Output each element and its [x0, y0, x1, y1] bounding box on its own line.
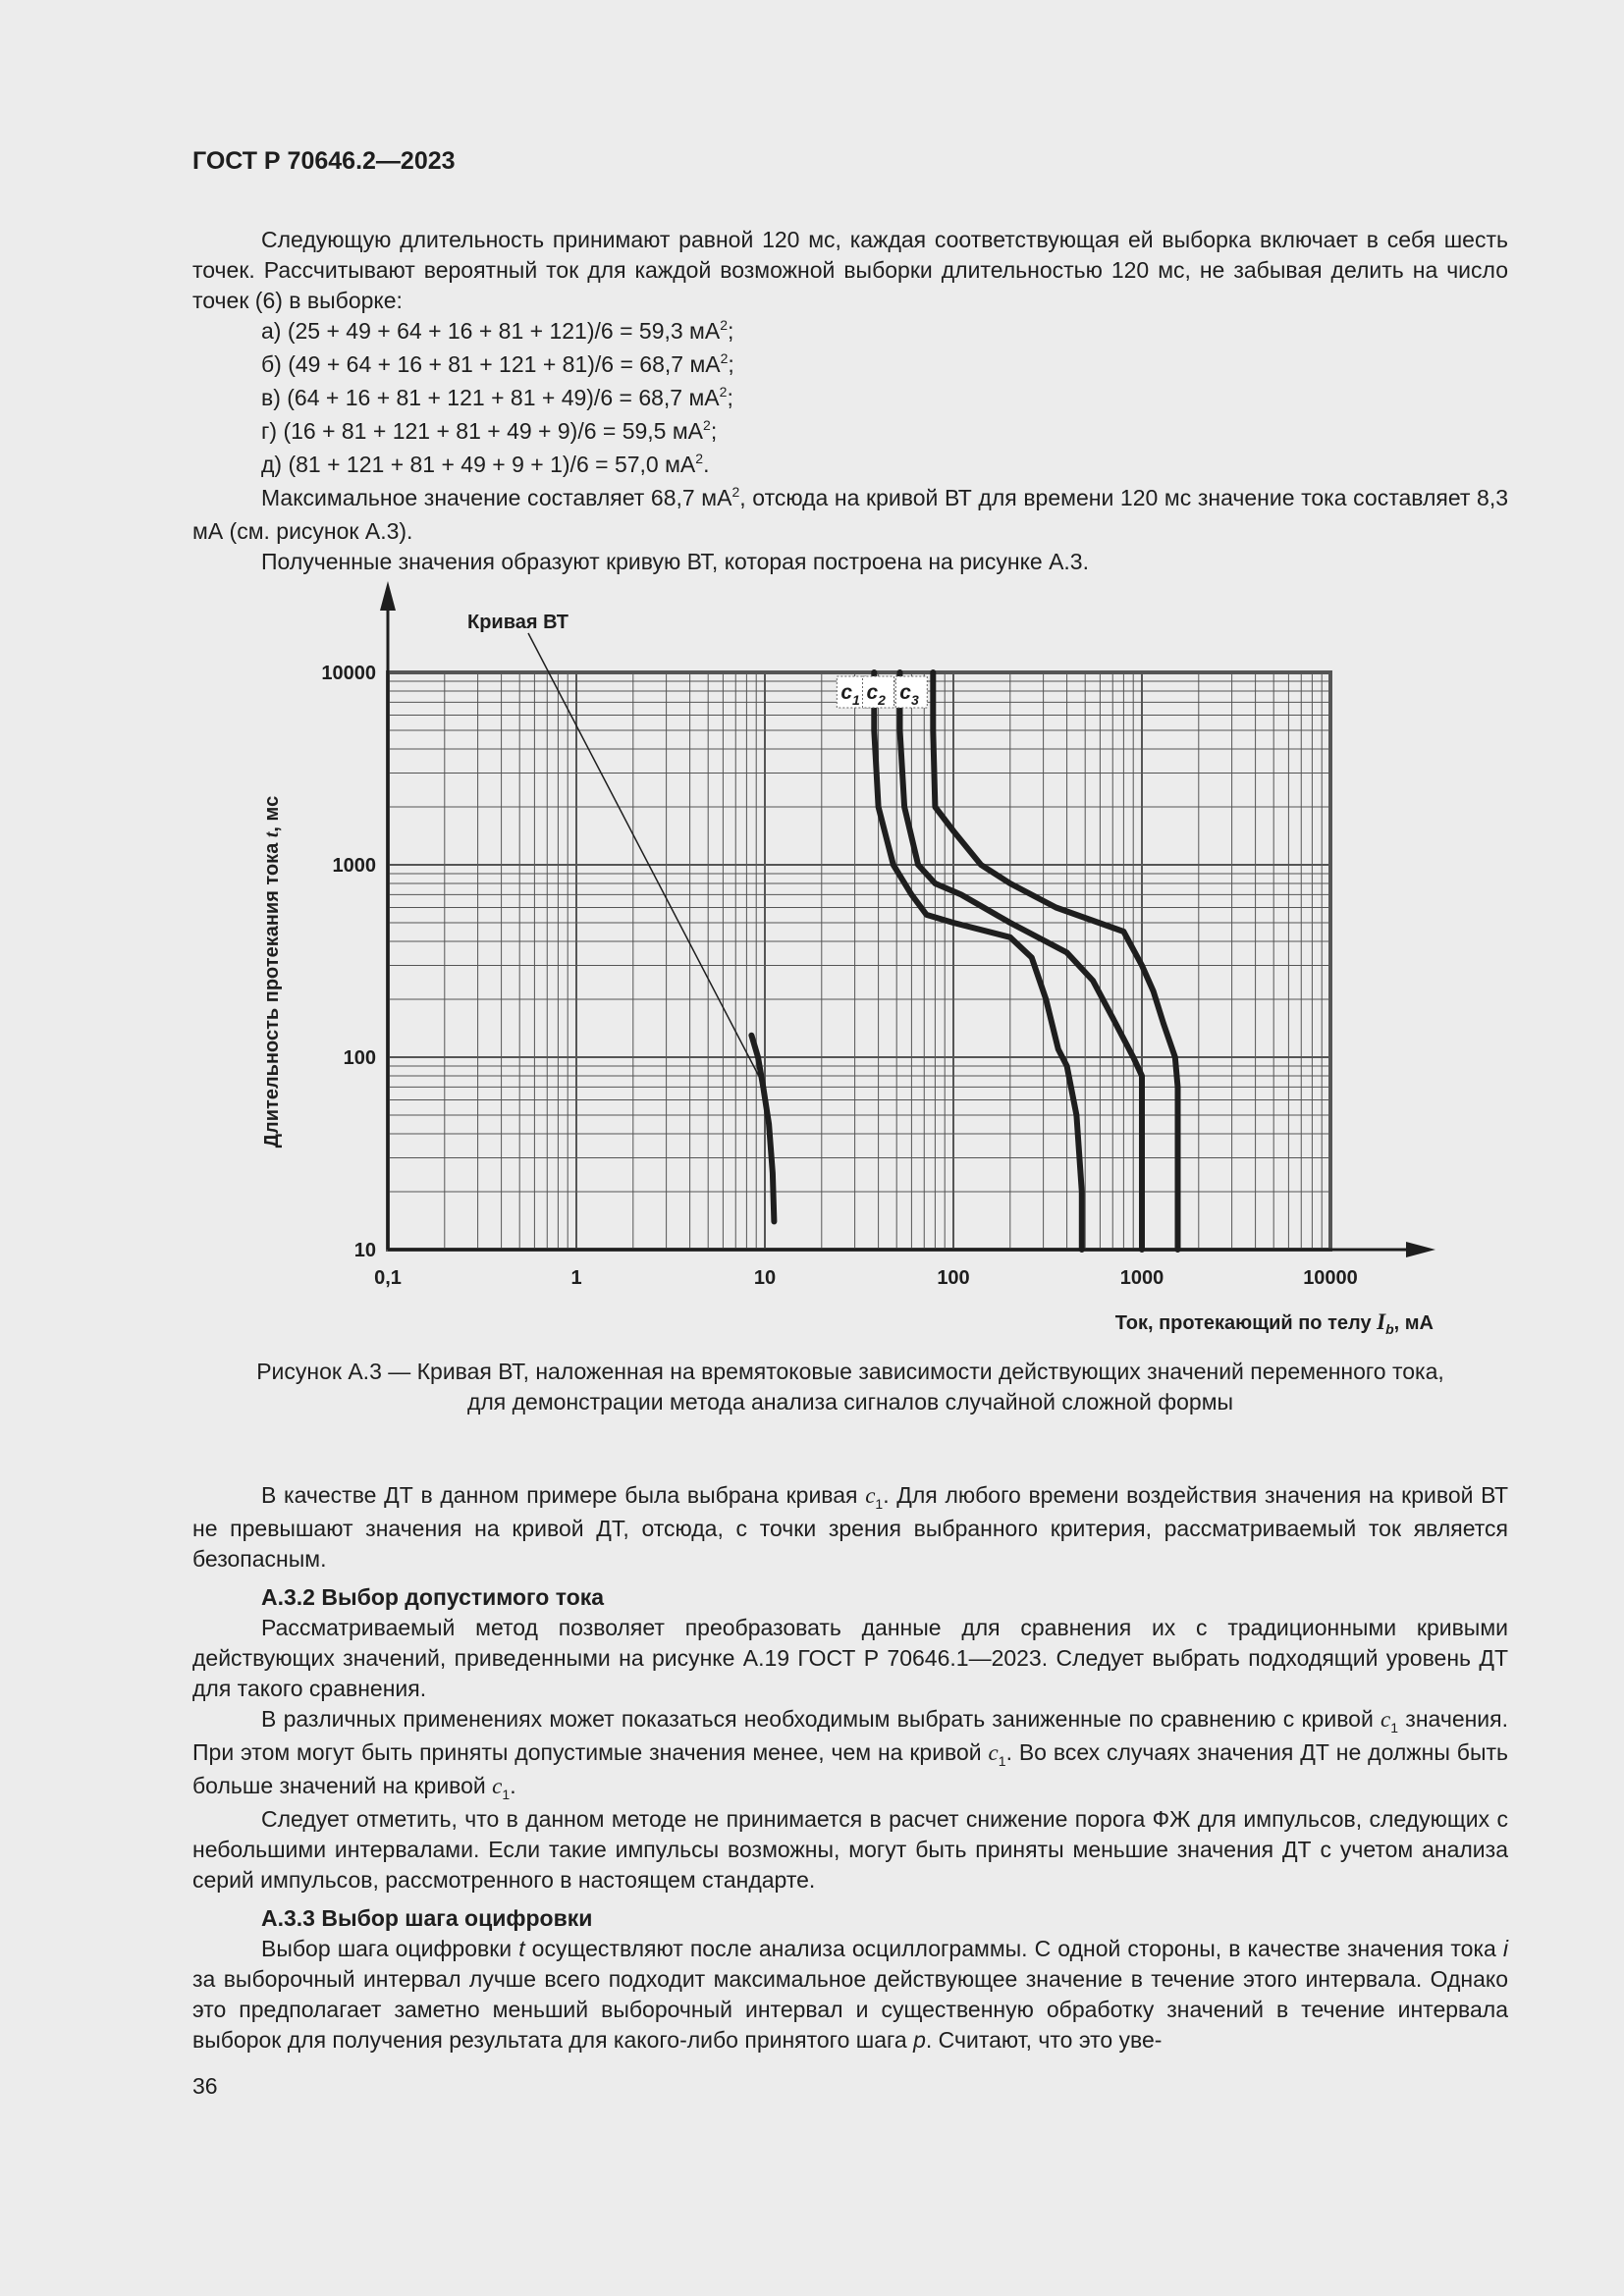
x-tick-label: 10000 [1303, 1267, 1358, 1289]
chart-grid [388, 672, 1330, 1250]
y-axis-arrow [380, 581, 396, 611]
calc-item: в) (64 + 16 + 81 + 121 + 81 + 49)/6 = 68,7 $мА^2$; [261, 384, 733, 410]
plot-frame [388, 672, 1330, 1250]
y-tick-label: 10 [353, 1240, 376, 1261]
curve-Кривая ВТ [751, 1036, 774, 1222]
chart-curves [751, 672, 1177, 1250]
y-tick-label: 10000 [321, 663, 376, 684]
calc-item: д) (81 + 121 + 81 + 49 + 9 + 1)/6 = 57,0 $мА^2$. [261, 451, 710, 477]
annotation-label: Кривая ВТ [467, 612, 568, 633]
caption-line: для демонстрации метода анализа сигналов случайной сложной формы [466, 1389, 1234, 1415]
time-current-chart [0, 569, 1624, 1355]
section-heading-a33: А.3.3 Выбор шага оцифровки [261, 1905, 593, 1931]
x-tick-label: 100 [937, 1267, 970, 1289]
series-labels [837, 676, 927, 708]
annotation-leader [528, 633, 766, 1090]
x-tick-labels [374, 1267, 1358, 1289]
max-value-paragraph: Максимальное значение составляет 68,7 $мА^2$, отсюда на кривой ВТ для времени 120 мс значение тока составляет 8,3 мА (см. рисунок А.3). [192, 484, 1508, 544]
calc-item: б) (49 + 64 + 16 + 81 + 121 + 81)/6 = 68,7 $мА^2$; [261, 350, 734, 377]
series-label-c1: $c_1$ [840, 681, 860, 708]
body-section [192, 1480, 1508, 2056]
intro-section [192, 225, 1508, 577]
calc-item: г) (16 + 81 + 121 + 81 + 49 + 9)/6 = 59,5 $мА^2$; [261, 417, 718, 444]
series-label-c2: $c_2$ [866, 681, 886, 708]
y-tick-label: 1000 [332, 855, 376, 877]
calc-item: а) (25 + 49 + 64 + 16 + 81 + 121)/6 = 59,3 $мА^2$; [261, 317, 734, 344]
conclusion-paragraph: В качестве ДТ в данном примере была выбрана кривая $c_1$. Для любого времени воздействия значения на кривой ВТ не превышают значения на кривой ДТ, отсюда, с точки зрения выбранного критерия, рассматриваемый ток является безопасным. [192, 1482, 1509, 1572]
paragraph-a32-3: Следует отметить, что в данном методе не принимается в расчет снижение порога ФЖ для импульсов, следующих с небольшими интервалами. Если такие импульсы возможны, могут быть приняты меньшие значения ДТ с учетом анализа серий импульсов, рассмотренного в настоящем стандарте. [192, 1806, 1508, 1893]
document-header: ГОСТ Р 70646.2—2023 [192, 147, 456, 175]
x-axis-label: Ток, протекающий по телу $I_b$, мА [1114, 1309, 1434, 1337]
caption-line: Рисунок А.3 — Кривая ВТ, наложенная на времятоковые зависимости действующих значений переменного тока, [256, 1359, 1444, 1384]
result-paragraph: Полученные значения образуют кривую ВТ, которая построена на рисунке А.3. [261, 549, 1089, 574]
series-label-c3: $c_3$ [899, 681, 919, 708]
y-tick-label: 100 [343, 1047, 376, 1069]
page-number: 36 [192, 2073, 218, 2099]
figure-caption [192, 1357, 1508, 1417]
x-tick-label: 0,1 [374, 1267, 402, 1289]
x-tick-label: 10 [753, 1267, 777, 1289]
x-tick-label: 1000 [1119, 1267, 1164, 1289]
x-tick-label: 1 [570, 1267, 582, 1289]
paragraph-a33-1: Выбор шага оцифровки t осуществляют после анализа осциллограммы. С одной стороны, в качестве значения тока i за выборочный интервал лучше всего подходит максимальное действующее значение в течение этого интервала. Однако это предполагает заметно меньший выборочный интервал и существенную обработку значений в течение интервала выборок для получения результата для какого-либо принятого шага p. Считают, что это уве- [192, 1936, 1508, 2053]
y-tick-labels [321, 663, 376, 1261]
section-heading-a32: А.3.2 Выбор допустимого тока [261, 1584, 605, 1610]
paragraph-a32-2: В различных применениях может показаться необходимым выбрать заниженные по сравнению с кривой $c_1$ значения. При этом могут быть приняты допустимые значения менее, чем на кривой $c_1$. Во всех случаях значения ДТ не должны быть больше значений на кривой $c_1$. [192, 1706, 1509, 1802]
x-axis-arrow [1406, 1242, 1435, 1257]
y-axis-label: Длительность протекания тока t, мс [261, 795, 283, 1148]
paragraph-a32-1: Рассматриваемый метод позволяет преобразовать данные для сравнения их с традиционными кривыми действующих значений, приведенными на рисунке А.19 ГОСТ Р 70646.1—2023. Следует выбрать подходящий уровень ДТ для такого сравнения. [192, 1615, 1508, 1701]
curve-c1 [874, 672, 1082, 1250]
intro-paragraph: Следующую длительность принимают равной 120 мс, каждая соответствующая ей выборка включает в себя шесть точек. Рассчитывают вероятный ток для каждой возможной выборки длительностью 120 мс, не забывая делить на число точек (6) в выборке: [192, 227, 1508, 313]
